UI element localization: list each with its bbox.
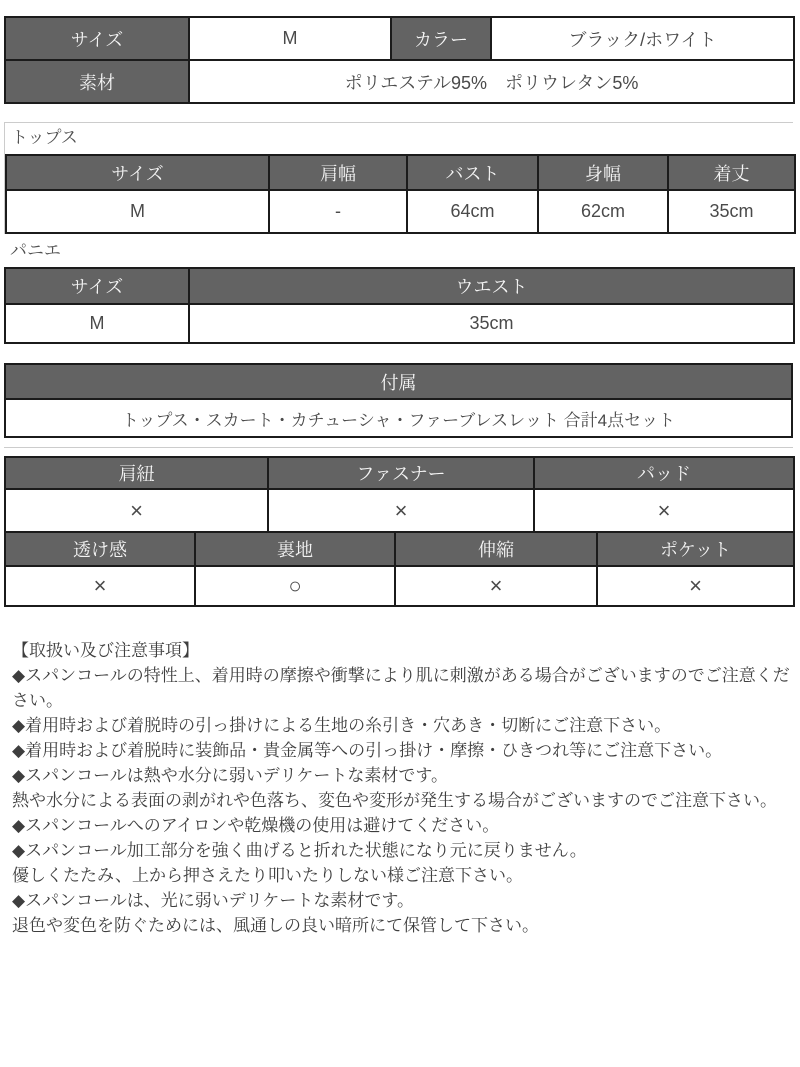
size-color-material-table — [4, 16, 795, 104]
tops-section-label: トップス — [11, 128, 78, 147]
section-divider — [4, 447, 793, 448]
feature-header-lining: 裏地 — [195, 532, 395, 566]
care-note-line: ◆スパンコールへのアイロンや乾燥機の使用は避けてください。 — [12, 816, 500, 835]
attachments-value-cell: トップス・スカート・カチューシャ・ファーブレスレット 合計4点セット — [5, 399, 792, 437]
pannier-section-label: パニエ — [10, 241, 61, 260]
tops-header-size: サイズ — [6, 155, 269, 190]
table-header-row — [5, 457, 794, 489]
tops-value-size: M — [6, 190, 269, 233]
tops-header-body-width: 身幅 — [538, 155, 668, 190]
pannier-value-size: M — [5, 304, 189, 343]
pannier-header-waist: ウエスト — [189, 268, 794, 304]
material-value-cell: ポリエステル95% ポリウレタン5% — [189, 60, 794, 103]
feature-value-lining: ○ — [195, 566, 395, 606]
pannier-section — [4, 236, 793, 344]
table-header-row — [5, 532, 794, 566]
size-label-cell: サイズ — [5, 17, 189, 60]
color-value-cell: ブラック/ホワイト — [491, 17, 794, 60]
care-note-line: 熱や水分による表面の剥がれや色落ち、変色や変形が発生する場合がございますのでご注意下さい。 — [12, 791, 777, 810]
table-row — [5, 566, 794, 606]
feature-header-fastener: ファスナー — [268, 457, 534, 489]
tops-measurements-table — [5, 154, 796, 234]
table-row — [5, 304, 794, 343]
feature-header-pad: パッド — [534, 457, 794, 489]
care-note-line: ◆スパンコール加工部分を強く曲げると折れた状態になり元に戻りません。 — [12, 841, 587, 860]
tops-header-length: 着丈 — [668, 155, 795, 190]
care-note-line: ◆スパンコールの特性上、着用時の摩擦や衝撃により肌に刺激がある場合がございますのでご注意ください。 — [12, 666, 790, 710]
feature-value-stretch: × — [395, 566, 597, 606]
tops-value-bust: 64cm — [407, 190, 538, 233]
material-label-cell: 素材 — [5, 60, 189, 103]
tops-value-body-width: 62cm — [538, 190, 668, 233]
tops-value-length: 35cm — [668, 190, 795, 233]
feature-header-shoulder-strap: 肩紐 — [5, 457, 268, 489]
table-row — [5, 489, 794, 532]
tops-header-bust: バスト — [407, 155, 538, 190]
table-row — [5, 60, 794, 103]
care-note-line: ◆着用時および着脱時に装飾品・貴金属等への引っ掛け・摩擦・ひきつれ等にご注意下さい。 — [12, 741, 723, 760]
feature-header-pocket: ポケット — [597, 532, 794, 566]
attachments-header-cell: 付属 — [5, 364, 792, 399]
pannier-header-size: サイズ — [5, 268, 189, 304]
attachments-table — [4, 363, 793, 438]
feature-value-fastener: × — [268, 489, 534, 532]
feature-value-pad: × — [534, 489, 794, 532]
tops-header-shoulder: 肩幅 — [269, 155, 407, 190]
feature-value-pocket: × — [597, 566, 794, 606]
pannier-measurements-table — [4, 267, 795, 344]
size-value-cell: M — [189, 17, 391, 60]
tops-value-shoulder: - — [269, 190, 407, 233]
table-header-row — [6, 155, 795, 190]
care-notes-title: 【取扱い及び注意事項】 — [12, 641, 199, 660]
feature-value-sheerness: × — [5, 566, 195, 606]
features-table-1 — [4, 456, 795, 533]
features-table-2 — [4, 531, 795, 607]
table-row — [6, 190, 795, 233]
table-row — [5, 17, 794, 60]
tops-section — [4, 122, 793, 234]
feature-header-stretch: 伸縮 — [395, 532, 597, 566]
feature-header-sheerness: 透け感 — [5, 532, 195, 566]
care-note-line: ◆スパンコールは熱や水分に弱いデリケートな素材です。 — [12, 766, 449, 785]
table-row — [5, 399, 792, 437]
care-note-line: 退色や変色を防ぐためには、風通しの良い暗所にて保管して下さい。 — [12, 916, 539, 935]
color-label-cell: カラー — [391, 17, 491, 60]
pannier-value-waist: 35cm — [189, 304, 794, 343]
care-note-line: ◆着用時および着脱時の引っ掛けによる生地の糸引き・穴あき・切断にご注意下さい。 — [12, 716, 672, 735]
care-notes-section — [4, 638, 793, 938]
care-note-line: ◆スパンコールは、光に弱いデリケートな素材です。 — [12, 891, 415, 910]
care-note-line: 優しくたたみ、上から押さえたり叩いたりしない様ご注意下さい。 — [12, 866, 524, 885]
table-header-row — [5, 364, 792, 399]
feature-value-shoulder-strap: × — [5, 489, 268, 532]
table-header-row — [5, 268, 794, 304]
